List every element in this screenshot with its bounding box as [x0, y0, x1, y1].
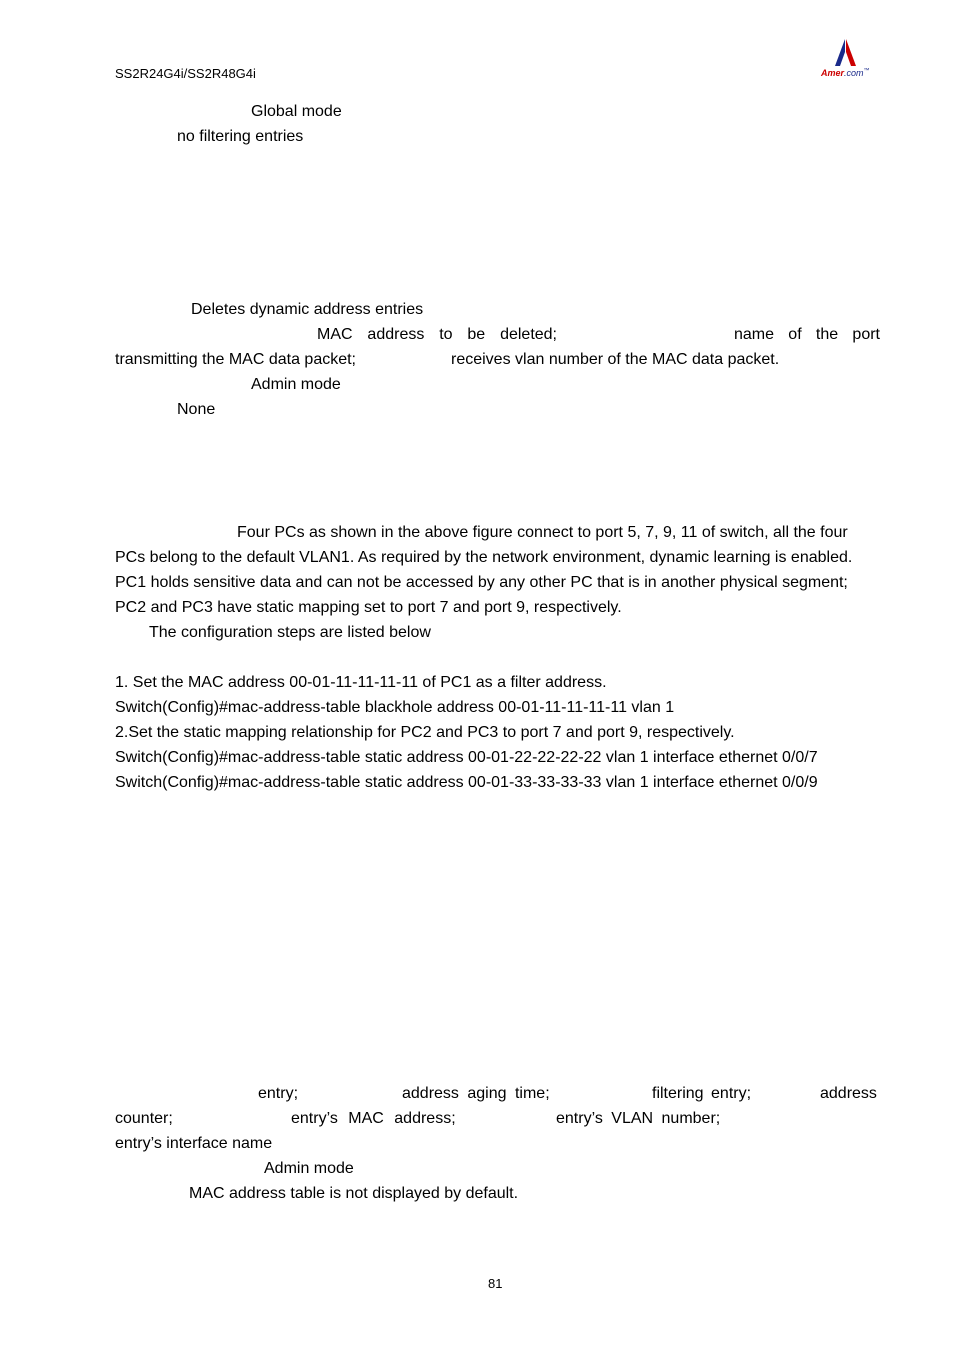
block2-param-line1: MAC address to be deleted; name of the port: [317, 326, 880, 343]
logo-triangle-icon: [818, 36, 878, 70]
logo-text: Amer.com™: [821, 68, 870, 78]
block3-address: address: [820, 1085, 877, 1102]
example-para4: PC2 and PC3 have static mapping set to port 7 and port 9, respectively.: [115, 599, 622, 616]
block3-counter: counter;: [115, 1110, 173, 1127]
block3-default: MAC address table is not displayed by default.: [189, 1185, 519, 1202]
block2-param-line2a: transmitting the MAC data packet;: [115, 351, 356, 368]
block3-aging: address aging time;: [402, 1085, 550, 1102]
block2-mode: Admin mode: [251, 376, 341, 393]
block3-iface: entry’s interface name: [115, 1135, 273, 1152]
page-number: 81: [488, 1276, 503, 1291]
example-steps-intro: The configuration steps are listed below: [149, 624, 431, 641]
block3-entry: entry;: [258, 1085, 299, 1102]
block1-default: no filtering entries: [177, 128, 304, 145]
block2-default: None: [177, 401, 216, 418]
example-step1: 1. Set the MAC address 00-01-11-11-11-11 of PC1 as a filter address.: [115, 674, 607, 691]
block3-filter: filtering entry;: [652, 1085, 752, 1102]
example-cmd3: Switch(Config)#mac-address-table static address 00-01-33-33-33-33 vlan 1 interface ethernet 0/0/9: [115, 774, 818, 791]
header-model: SS2R24G4i/SS2R48G4i: [115, 66, 256, 81]
block2-param-line2b: receives vlan number of the MAC data packet.: [451, 351, 780, 368]
block1-mode: Global mode: [251, 103, 342, 120]
example-para1: Four PCs as shown in the above figure connect to port 5, 7, 9, 11 of switch, all the four: [237, 524, 848, 541]
example-cmd1: Switch(Config)#mac-address-table blackhole address 00-01-11-11-11-11 vlan 1: [115, 699, 675, 716]
block3-mac: entry’s MAC address;: [291, 1110, 456, 1127]
block3-mode: Admin mode: [264, 1160, 354, 1177]
example-para2: PCs belong to the default VLAN1. As required by the network environment, dynamic learning is enabled.: [115, 549, 853, 566]
example-cmd2: Switch(Config)#mac-address-table static address 00-01-22-22-22-22 vlan 1 interface ethernet 0/0/7: [115, 749, 818, 766]
amer-logo: [818, 36, 878, 82]
example-step2: 2.Set the static mapping relationship for PC2 and PC3 to port 7 and port 9, respectively.: [115, 724, 735, 741]
example-para3: PC1 holds sensitive data and can not be accessed by any other PC that is in another physical segment;: [115, 574, 848, 591]
block3-vlan: entry’s VLAN number;: [556, 1110, 721, 1127]
block2-function: Deletes dynamic address entries: [191, 301, 424, 318]
